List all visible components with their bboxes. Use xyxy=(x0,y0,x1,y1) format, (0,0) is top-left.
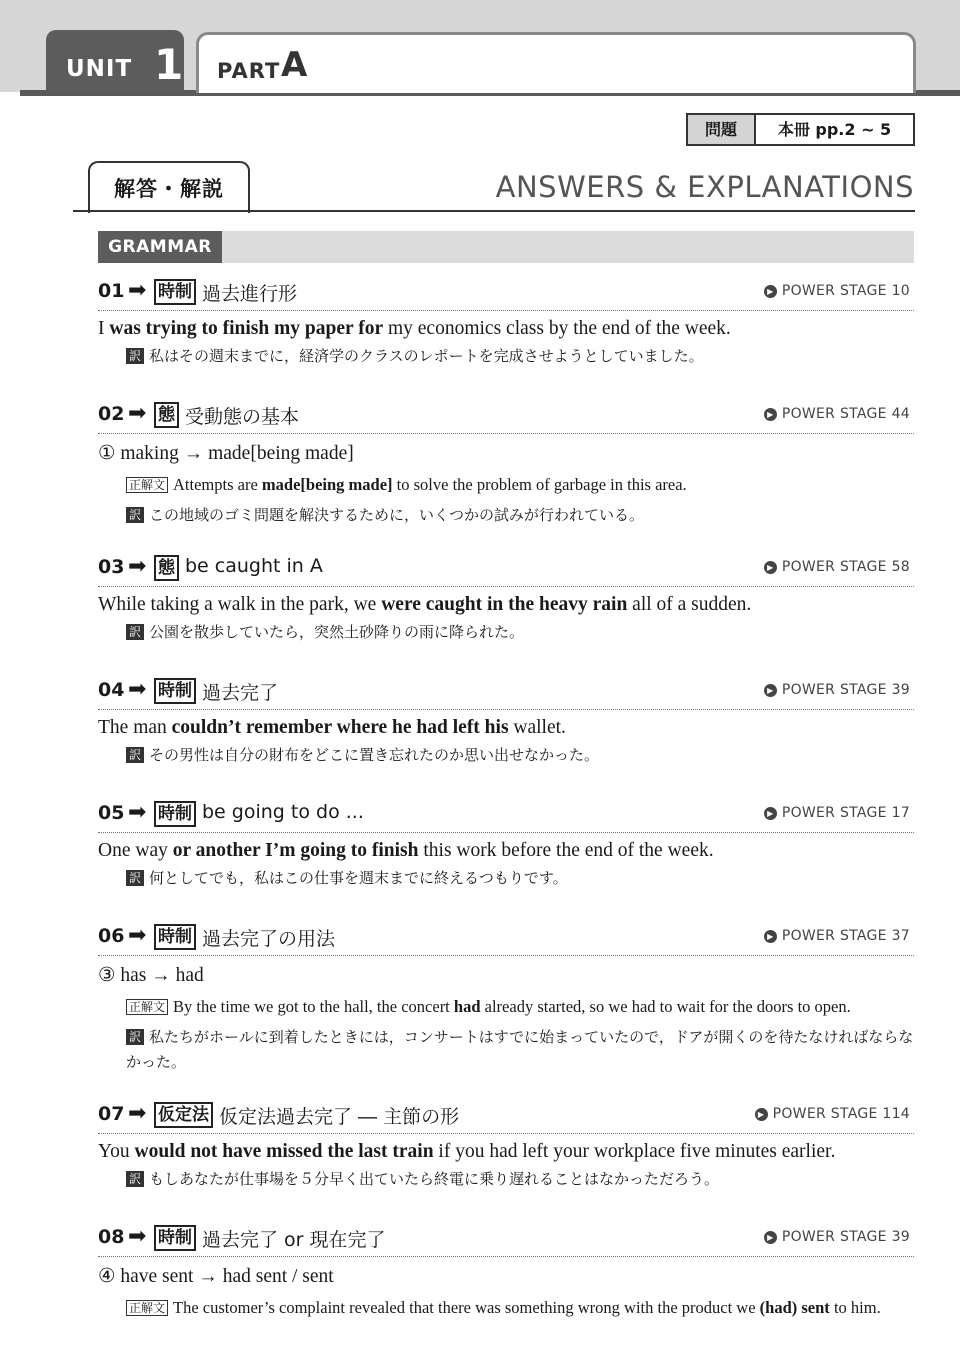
play-icon: ▶ xyxy=(764,285,777,298)
item-number: 07 xyxy=(98,1103,125,1125)
item-header xyxy=(98,278,914,308)
translation-text: 私はその週末までに，経済学のクラスのレポートを完成させようとしていました。 xyxy=(149,347,704,365)
translation-mark: 訳 xyxy=(126,1029,144,1045)
sentence-part: had xyxy=(453,997,481,1016)
item-title: 過去完了 or 現在完了 xyxy=(202,1229,386,1251)
power-stage-ref xyxy=(764,682,910,698)
translation-text: もしあなたが仕事場を５分早く出ていたら終電に乗り遅れることはなかっただろう。 xyxy=(149,1170,720,1188)
unit-label: UNIT xyxy=(66,56,133,82)
right-arrow-icon: ➡ xyxy=(128,401,147,426)
part-letter: A xyxy=(281,45,308,85)
sentence-part: wallet. xyxy=(508,717,566,738)
right-arrow-icon: ➡ xyxy=(128,677,147,702)
sentence-part: The customer’s complaint revealed that there was something wrong with the product we xyxy=(173,1298,760,1317)
correction: ③ has → had xyxy=(98,965,204,986)
answer-sentence xyxy=(98,1141,914,1163)
translation xyxy=(126,866,914,891)
item-header xyxy=(98,677,914,707)
power-stage-label: POWER STAGE 37 xyxy=(781,928,910,944)
answer-item xyxy=(98,554,914,645)
answer-item xyxy=(98,278,914,369)
power-stage-ref xyxy=(755,1106,910,1122)
item-number: 01 xyxy=(98,280,125,302)
translation-mark: 訳 xyxy=(126,507,144,523)
reference-label: 問題 xyxy=(688,115,756,144)
translation-mark: 訳 xyxy=(126,870,144,886)
answer-sentence xyxy=(98,840,914,862)
category-label: GRAMMAR xyxy=(98,231,222,263)
right-arrow-icon: ➡ xyxy=(128,923,147,948)
part-label: PART xyxy=(217,59,281,83)
translation-text: 公園を散歩していたら，突然土砂降りの雨に降られた。 xyxy=(149,623,525,641)
sentence-part: made[being made] xyxy=(261,475,393,494)
topic-tag: 態 xyxy=(154,402,179,428)
dotted-divider xyxy=(98,310,914,311)
item-number: 05 xyxy=(98,802,125,824)
item-header xyxy=(98,800,914,830)
play-icon: ▶ xyxy=(755,1108,768,1121)
power-stage-label: POWER STAGE 114 xyxy=(772,1106,910,1122)
dotted-divider xyxy=(98,709,914,710)
section-title: ANSWERS & EXPLANATIONS xyxy=(495,170,914,204)
power-stage-ref xyxy=(764,283,910,299)
power-stage-ref xyxy=(764,805,910,821)
sentence-part: Attempts are xyxy=(173,475,262,494)
power-stage-label: POWER STAGE 44 xyxy=(781,406,910,422)
sentence-part: my economics class by the end of the week. xyxy=(383,318,731,339)
answer-item xyxy=(98,1224,914,1322)
sentence-part: One way xyxy=(98,840,173,861)
play-icon: ▶ xyxy=(764,1231,777,1244)
translation xyxy=(126,503,914,528)
sentence-part: to him. xyxy=(829,1298,881,1317)
item-number: 08 xyxy=(98,1226,125,1248)
correct-mark: 正解文 xyxy=(126,1300,168,1316)
sentence-part: While taking a walk in the park, we xyxy=(98,594,382,615)
correction: ④ have sent → had sent / sent xyxy=(98,1266,334,1287)
sentence-part: this work before the end of the week. xyxy=(418,840,714,861)
item-header xyxy=(98,554,914,584)
translation-text: 私たちがホールに到着したときには，コンサートはすでに始まっていたので，ドアが開くのを待たなければならなかった。 xyxy=(126,1028,914,1071)
item-header xyxy=(98,923,914,953)
answers-tab xyxy=(88,161,250,213)
topic-tag: 時制 xyxy=(154,1225,196,1251)
power-stage-ref xyxy=(764,1229,910,1245)
play-icon: ▶ xyxy=(764,807,777,820)
answer-item xyxy=(98,923,914,1075)
power-stage-label: POWER STAGE 58 xyxy=(781,559,910,575)
item-title: 受動態の基本 xyxy=(185,406,300,428)
item-number: 02 xyxy=(98,403,125,425)
reference-box xyxy=(686,113,915,146)
sentence-part: to solve the problem of garbage in this area. xyxy=(392,475,687,494)
translation-text: その男性は自分の財布をどこに置き忘れたのか思い出せなかった。 xyxy=(149,746,600,764)
item-title: be caught in A xyxy=(185,555,323,577)
translation-text: この地域のゴミ問題を解決するために，いくつかの試みが行われている。 xyxy=(149,506,645,524)
correct-sentence xyxy=(126,471,914,499)
power-stage-label: POWER STAGE 10 xyxy=(781,283,910,299)
power-stage-label: POWER STAGE 39 xyxy=(781,682,910,698)
sentence-part: already started, so we had to wait for the doors to open. xyxy=(480,997,851,1016)
play-icon: ▶ xyxy=(764,930,777,943)
power-stage-label: POWER STAGE 39 xyxy=(781,1229,910,1245)
item-title: 過去完了の用法 xyxy=(202,928,336,950)
topic-tag: 時制 xyxy=(154,924,196,950)
power-stage-ref xyxy=(764,406,910,422)
dotted-divider xyxy=(98,1133,914,1134)
play-icon: ▶ xyxy=(764,408,777,421)
topic-tag: 時制 xyxy=(154,279,196,305)
item-number: 04 xyxy=(98,679,125,701)
sentence-part: couldn’t remember where he had left his xyxy=(171,717,509,738)
translation-mark: 訳 xyxy=(126,1171,144,1187)
play-icon: ▶ xyxy=(764,684,777,697)
translation xyxy=(126,743,914,768)
translation-mark: 訳 xyxy=(126,348,144,364)
answer-item xyxy=(98,800,914,891)
answer-sentence xyxy=(98,318,914,340)
sentence-part: were caught in the heavy rain xyxy=(381,594,628,615)
power-stage-ref xyxy=(764,559,910,575)
item-title: 仮定法過去完了 ― 主節の形 xyxy=(219,1106,460,1128)
topic-tag: 仮定法 xyxy=(154,1102,213,1128)
topic-tag: 時制 xyxy=(154,678,196,704)
item-header xyxy=(98,401,914,431)
correct-sentence xyxy=(126,993,914,1021)
section-rule xyxy=(73,210,915,212)
dotted-divider xyxy=(98,955,914,956)
dotted-divider xyxy=(98,1256,914,1257)
dotted-divider xyxy=(98,586,914,587)
answer-item xyxy=(98,401,914,528)
correct-mark: 正解文 xyxy=(126,477,168,493)
item-number: 06 xyxy=(98,925,125,947)
unit-tab xyxy=(46,30,184,92)
sentence-part: You xyxy=(98,1141,135,1162)
translation-mark: 訳 xyxy=(126,747,144,763)
right-arrow-icon: ➡ xyxy=(128,1224,147,1249)
item-header xyxy=(98,1224,914,1254)
item-title: be going to do ... xyxy=(202,801,364,823)
translation xyxy=(126,620,914,645)
sentence-part: all of a sudden. xyxy=(627,594,752,615)
answer-item xyxy=(98,1101,914,1192)
dotted-divider xyxy=(98,832,914,833)
item-title: 過去完了 xyxy=(202,682,279,704)
item-number: 03 xyxy=(98,556,125,578)
answer-sentence xyxy=(98,594,914,616)
sentence-part: The man xyxy=(98,717,172,738)
power-stage-ref xyxy=(764,928,910,944)
category-bar xyxy=(98,231,914,263)
sentence-part: or another I’m going to finish xyxy=(172,840,419,861)
dotted-divider xyxy=(98,433,914,434)
sentence-part: would not have missed the last train xyxy=(134,1141,434,1162)
item-title: 過去進行形 xyxy=(202,283,298,305)
correction: ① making → made[being made] xyxy=(98,443,354,464)
play-icon: ▶ xyxy=(764,561,777,574)
sentence-part: By the time we got to the hall, the concert xyxy=(173,997,454,1016)
topic-tag: 時制 xyxy=(154,801,196,827)
translation xyxy=(126,1167,914,1192)
part-tab xyxy=(196,32,916,93)
translation-text: 何としてでも，私はこの仕事を週末までに終えるつもりです。 xyxy=(149,869,568,887)
sentence-part: if you had left your workplace five minutes earlier. xyxy=(433,1141,836,1162)
right-arrow-icon: ➡ xyxy=(128,278,147,303)
translation xyxy=(126,1025,914,1075)
translation-mark: 訳 xyxy=(126,624,144,640)
topic-tag: 態 xyxy=(154,555,179,581)
sentence-part: (had) sent xyxy=(759,1298,830,1317)
right-arrow-icon: ➡ xyxy=(128,800,147,825)
sentence-part: was trying to finish my paper for xyxy=(109,318,384,339)
correct-sentence xyxy=(126,1294,914,1322)
right-arrow-icon: ➡ xyxy=(128,1101,147,1126)
translation xyxy=(126,344,914,369)
answer-sentence xyxy=(98,717,914,739)
power-stage-label: POWER STAGE 17 xyxy=(781,805,910,821)
right-arrow-icon: ➡ xyxy=(128,554,147,579)
correct-mark: 正解文 xyxy=(126,999,168,1015)
reference-pages: 本冊 pp.2 ~ 5 xyxy=(777,120,892,139)
sentence-part: I xyxy=(98,318,110,339)
unit-number: 1 xyxy=(154,40,184,89)
item-header xyxy=(98,1101,914,1131)
answers-tab-label: 解答・解説 xyxy=(114,177,224,201)
answer-item xyxy=(98,677,914,768)
